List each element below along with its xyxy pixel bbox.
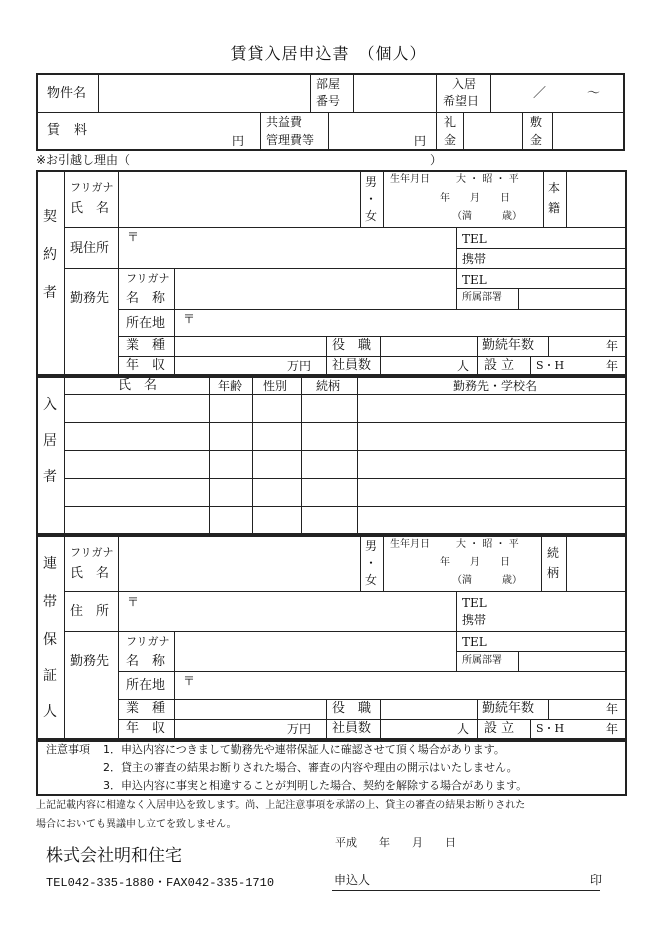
contractor-birth-ymd: 年 月 日 <box>440 193 510 204</box>
honseki-label-b: 籍 <box>548 201 561 215</box>
guarantor-mobile-label: 携帯 <box>462 613 487 627</box>
rent-label-a: 賃 <box>47 123 61 138</box>
contractor-established-label: 設 立 <box>484 358 515 373</box>
deposit-label-a: 敷 <box>530 115 543 129</box>
guarantor-established-label: 設 立 <box>484 721 515 736</box>
contractor-workplace-furigana: フリガナ <box>126 272 170 285</box>
resident-header-gender: 性別 <box>263 379 288 393</box>
guarantor-age: （満 歳） <box>452 575 522 586</box>
property-name-field[interactable] <box>100 75 308 110</box>
contractor-department-field[interactable] <box>520 290 625 307</box>
contractor-department-label: 所属部署 <box>462 292 502 303</box>
contractor-position-label: 役 職 <box>332 338 372 353</box>
zokugara-label-b: 柄 <box>547 566 560 580</box>
guarantor-location-postal: 〒 <box>183 674 196 688</box>
contractor-tel-label: TEL <box>462 232 487 246</box>
contractor-workplace-label: 勤務先 <box>70 291 110 306</box>
common-fee-label-a: 共益費 <box>266 115 303 129</box>
contractor-era-options[interactable]: 大 ・ 昭 ・ 平 <box>456 174 519 185</box>
room-label-b: 番号 <box>316 94 341 108</box>
guarantor-years-label: 勤続年数 <box>482 701 535 716</box>
guarantor-postal-mark: 〒 <box>127 595 140 609</box>
honseki-field[interactable] <box>568 172 625 225</box>
guarantor-tel-label: TEL <box>462 596 487 610</box>
contractor-workplace-name-field[interactable] <box>176 270 454 307</box>
contractor-gender-dot: ・ <box>365 192 378 206</box>
notes-label: 注意事項 <box>46 743 90 756</box>
resident-header-relation: 続柄 <box>316 379 341 393</box>
contractor-char-2: 約 <box>43 247 57 263</box>
guarantor-workplace-label: 勤務先 <box>70 654 110 669</box>
contractor-employees-label: 社員数 <box>332 358 372 373</box>
guarantor-workplace-furigana: フリガナ <box>126 635 170 648</box>
key-money-label-a: 礼 <box>444 115 457 129</box>
guarantor-furigana-label: フリガナ <box>70 546 114 559</box>
contractor-birth-label: 生年月日 <box>390 174 430 185</box>
guarantor-industry-field[interactable] <box>176 701 324 718</box>
resident-char-1: 入 <box>43 397 57 413</box>
guarantor-income-unit: 万円 <box>287 722 312 736</box>
rent-yen: 円 <box>232 134 245 148</box>
common-fee-yen: 円 <box>414 134 427 148</box>
key-money-field[interactable] <box>465 114 520 149</box>
guarantor-work-tel-label: TEL <box>462 635 487 649</box>
guarantor-position-field[interactable] <box>382 701 475 718</box>
applicant-signature-line[interactable] <box>332 890 600 891</box>
guarantor-position-label: 役 職 <box>332 701 372 716</box>
guarantor-income-label: 年 収 <box>126 721 166 736</box>
guarantor-char-5: 人 <box>43 704 57 720</box>
guarantor-birth-ymd: 年 月 日 <box>440 557 510 568</box>
deposit-field[interactable] <box>554 114 623 149</box>
declaration-line: 上記記載内容に相違なく入居申込を致します。尚、上記注意事項を承諾の上、貸主の審査の結果お断りされた <box>36 800 526 811</box>
guarantor-department-field[interactable] <box>520 653 625 669</box>
property-name-label: 物件名 <box>47 86 87 101</box>
contractor-char-1: 契 <box>43 209 57 225</box>
room-label-a: 部屋 <box>316 77 341 91</box>
page-title: 賃貸入居申込書 （個人） <box>230 44 427 63</box>
contractor-years-unit: 年 <box>606 339 619 353</box>
contractor-location-postal: 〒 <box>183 312 196 326</box>
contractor-name-label: 氏 名 <box>70 201 110 216</box>
guarantor-established-era[interactable]: S・H <box>536 722 565 735</box>
move-in-label-b: 希望日 <box>443 94 480 108</box>
seal-mark: 印 <box>590 873 603 887</box>
guarantor-address-label: 住 所 <box>70 604 110 619</box>
notes-item: 1．申込内容につきまして勤務先や連帯保証人に確認させて頂く場合があります。 <box>103 743 505 756</box>
guarantor-established-unit: 年 <box>606 722 619 736</box>
contractor-work-tel-label: TEL <box>462 273 487 287</box>
move-in-tilde: ～ <box>587 86 601 101</box>
resident-header-age: 年齢 <box>218 379 243 393</box>
applicant-label: 申込人 <box>334 873 371 887</box>
contractor-industry-label: 業 種 <box>126 338 166 353</box>
resident-row[interactable] <box>66 452 625 477</box>
contractor-established-era[interactable]: S・H <box>536 359 565 372</box>
resident-row[interactable] <box>66 424 625 449</box>
contractor-income-field[interactable] <box>176 358 284 374</box>
moving-reason: ※お引越し理由（ ） <box>36 153 443 167</box>
move-in-slash: ／ <box>533 86 547 101</box>
guarantor-name-label: 氏 名 <box>70 566 110 581</box>
move-in-label-a: 入居 <box>452 77 477 91</box>
resident-row[interactable] <box>66 480 625 505</box>
guarantor-address-field[interactable] <box>140 593 454 629</box>
declaration-line: 場合においても異議申し立てを致しません。 <box>36 819 237 830</box>
guarantor-location-field[interactable] <box>196 673 625 697</box>
guarantor-gender-f: 女 <box>365 573 378 587</box>
zokugara-field[interactable] <box>568 537 625 589</box>
key-money-label-b: 金 <box>444 133 457 147</box>
resident-header-workplace: 勤務先・学校名 <box>453 379 538 393</box>
contractor-address-field[interactable] <box>140 229 454 266</box>
contractor-established-unit: 年 <box>606 359 619 373</box>
contractor-furigana-label: フリガナ <box>70 181 114 194</box>
guarantor-char-2: 帯 <box>43 594 57 610</box>
guarantor-char-3: 保 <box>43 632 57 648</box>
guarantor-era-options[interactable]: 大 ・ 昭 ・ 平 <box>456 539 519 550</box>
deposit-label-b: 金 <box>530 133 543 147</box>
guarantor-department-label: 所属部署 <box>462 655 502 666</box>
guarantor-industry-label: 業 種 <box>126 701 166 716</box>
notes-item: 3．申込内容に事実と相違することが判明した場合、契約を解除する場合があります。 <box>103 779 528 792</box>
contractor-mobile-label: 携帯 <box>462 252 487 266</box>
guarantor-gender-m: 男 <box>365 539 378 553</box>
contractor-employees-unit: 人 <box>457 359 470 373</box>
notes-item: 2．貸主の審査の結果お断りされた場合、審査の内容や理由の開示はいたしません。 <box>103 761 518 774</box>
company-name: 株式会社明和住宅 <box>46 846 182 866</box>
guarantor-char-4: 証 <box>43 668 57 684</box>
guarantor-location-label: 所在地 <box>126 678 166 693</box>
guarantor-years-unit: 年 <box>606 702 619 716</box>
contractor-char-3: 者 <box>43 285 57 301</box>
move-in-date-field[interactable] <box>492 75 623 110</box>
contractor-location-label: 所在地 <box>126 316 166 331</box>
contractor-workplace-name-label: 名 称 <box>126 291 166 306</box>
guarantor-birth-label: 生年月日 <box>390 539 430 550</box>
resident-row[interactable] <box>66 508 625 533</box>
resident-char-2: 居 <box>43 433 57 449</box>
resident-row[interactable] <box>66 396 625 421</box>
contractor-position-field[interactable] <box>382 338 475 355</box>
guarantor-income-field[interactable] <box>176 721 284 738</box>
zokugara-label-a: 続 <box>547 546 560 560</box>
contractor-gender-f: 女 <box>365 209 378 223</box>
current-address-label: 現住所 <box>70 241 110 256</box>
room-number-field[interactable] <box>355 75 435 110</box>
guarantor-workplace-name-label: 名 称 <box>126 654 166 669</box>
contractor-gender-m: 男 <box>365 175 378 189</box>
guarantor-employees-unit: 人 <box>457 722 470 736</box>
contractor-age: （満 歳） <box>452 211 522 222</box>
guarantor-name-field[interactable] <box>120 537 358 589</box>
guarantor-employees-label: 社員数 <box>332 721 372 736</box>
resident-header-name: 氏 名 <box>118 378 158 393</box>
common-fee-label-b: 管理費等 <box>266 133 315 147</box>
contractor-years-label: 勤続年数 <box>482 338 535 353</box>
contractor-postal-mark: 〒 <box>127 230 140 244</box>
contractor-name-field[interactable] <box>120 172 358 225</box>
resident-char-3: 者 <box>43 469 57 485</box>
contractor-income-unit: 万円 <box>287 359 312 373</box>
signature-date: 平成 年 月 日 <box>335 836 456 849</box>
guarantor-workplace-name-field[interactable] <box>176 633 454 669</box>
guarantor-char-1: 連 <box>43 556 57 572</box>
contractor-income-label: 年 収 <box>126 358 166 373</box>
contractor-industry-field[interactable] <box>176 338 324 355</box>
contractor-location-field[interactable] <box>196 311 625 334</box>
guarantor-gender-dot: ・ <box>365 556 378 570</box>
honseki-label-a: 本 <box>548 181 561 195</box>
company-contact: TEL042-335-1880・FAX042-335-1710 <box>46 876 275 890</box>
rent-label-b: 料 <box>74 123 88 138</box>
